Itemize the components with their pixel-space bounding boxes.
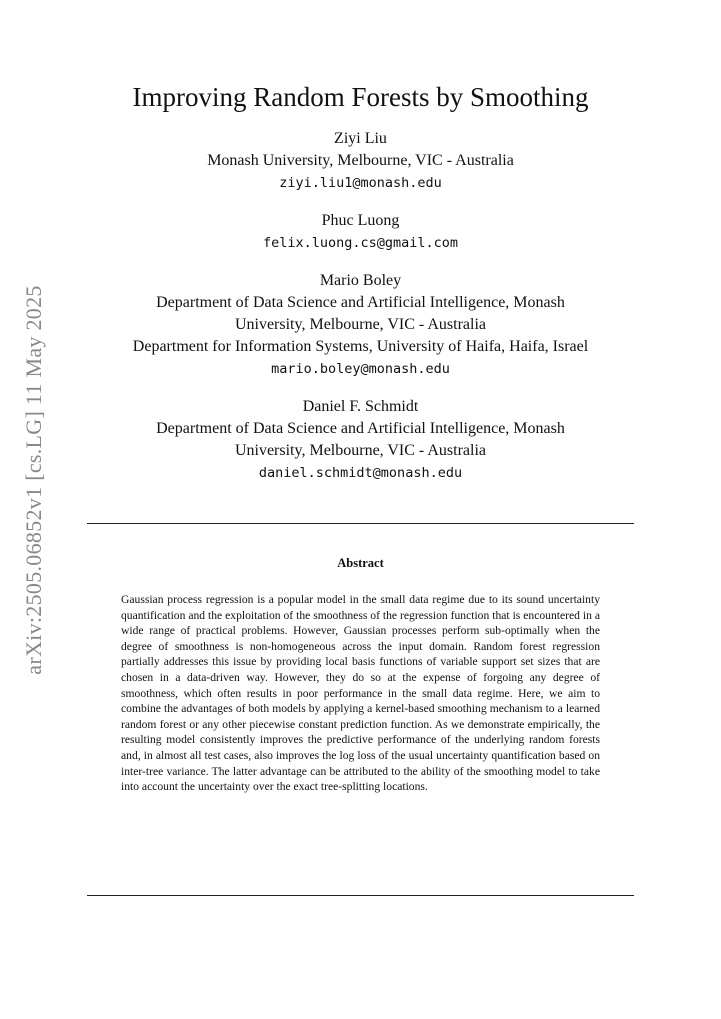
author-name: Daniel F. Schmidt [302,398,419,415]
author-block [0,270,721,380]
author-block [0,396,721,484]
author-affiliation: Department of Data Science and Artificial Intelligence, Monash [156,420,565,437]
author-affiliation: Department of Data Science and Artificial Intelligence, Monash [156,294,565,311]
author-list [0,128,721,500]
author-affiliation: University, Melbourne, VIC - Australia [234,316,487,333]
abstract-text: Gaussian process regression is a popular model in the small data regime due to its sound uncertainty quantification and the exploitation of the smoothness of the regression function that is encountered in a wide range of practical problems. However, Gaussian processes perform sub-optimally when the degree of smoothness is non-homogeneous across the input domain. Random forest regression partially addresses this issue by providing local basis functions of variable support set sizes that are chosen in a data-driven way. However, they do so at the expense of forgoing any degree of smoothness, which often results in poor performance in the small data regime. Here, we aim to combine the advantages of both models by applying a kernel-based smoothing mechanism to a learned random forest or any other piecewise constant prediction function. As we demonstrate empirically, the resulting model consistently improves the predictive performance of the underlying random forests and, in almost all test cases, also improves the log loss of the usual uncertainty quantification based on inter-tree variance. The latter advantage can be attributed to the ability of the smoothing model to take into account the uncertainty over the exact tree-splitting locations. [121,593,600,794]
arxiv-sidebar-stamp: arXiv:2505.06852v1 [cs.LG] 11 May 2025 [21,285,46,675]
top-divider [87,523,634,524]
paper-title: Improving Random Forests by Smoothing [132,82,589,112]
author-email[interactable]: mario.boley@monash.edu [271,361,450,377]
author-email[interactable]: ziyi.liu1@monash.edu [279,175,442,191]
author-block [0,210,721,254]
author-email[interactable]: felix.luong.cs@gmail.com [262,235,459,251]
author-name: Mario Boley [319,272,402,289]
author-affiliation: Department for Information Systems, University of Haifa, Haifa, Israel [132,338,589,355]
author-affiliation: University, Melbourne, VIC - Australia [234,442,487,459]
author-name: Ziyi Liu [334,130,387,147]
author-block [0,128,721,194]
author-affiliation: Monash University, Melbourne, VIC - Australia [207,152,514,169]
author-name: Phuc Luong [321,212,400,229]
author-email[interactable]: daniel.schmidt@monash.edu [258,465,463,481]
bottom-divider [87,895,634,896]
abstract-heading: Abstract [337,556,384,570]
